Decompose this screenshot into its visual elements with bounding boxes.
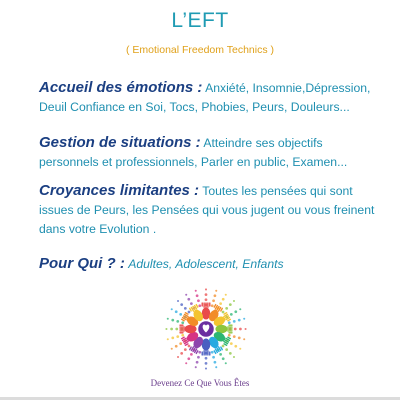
mandala-logo-icon	[163, 286, 249, 372]
mandala-dot	[214, 294, 217, 297]
mandala-dot	[225, 294, 227, 296]
mandala-dot	[184, 348, 187, 351]
mandala-dot	[190, 302, 193, 305]
section-text: Toutes les pensées qui sont issues de Peurs, les Pensées qui vous jugent ou vous freinent dans votre Evolution .	[39, 184, 375, 236]
mandala-dot	[225, 307, 228, 310]
section-accueil	[39, 78, 379, 117]
mandala-dot	[215, 290, 217, 292]
mandala-dot	[238, 337, 241, 340]
mandala-dot	[230, 313, 233, 316]
mandala-dot	[239, 328, 242, 331]
mandala-dot	[185, 362, 187, 364]
mandala-dot	[205, 357, 208, 360]
mandala-dot	[243, 318, 245, 320]
mandala-dot	[190, 353, 193, 356]
mandala-dot	[195, 290, 197, 292]
mandala-dot	[234, 328, 237, 331]
mandala-dot	[180, 352, 183, 355]
mandala-dot	[222, 345, 225, 348]
mandala-dot	[188, 345, 191, 348]
mandala-dot	[196, 361, 199, 364]
mandala-dot	[233, 356, 235, 358]
mandala-dot	[219, 353, 222, 356]
mandala-dot	[181, 334, 184, 337]
mandala-dot	[176, 320, 179, 323]
mandala-dot	[197, 356, 200, 359]
mandala-dot	[187, 357, 190, 360]
section-gestion	[39, 133, 379, 172]
mandala-dot	[179, 313, 182, 316]
mandala-dot	[198, 351, 201, 354]
mandala-dot	[219, 302, 222, 305]
page-title: L’EFT	[171, 9, 229, 32]
mandala-dot	[185, 294, 187, 296]
mandala-dot	[171, 319, 174, 322]
mandala-dot	[228, 321, 231, 324]
mandala-dot	[233, 300, 235, 302]
mandala-dot	[167, 338, 169, 340]
mandala-dot	[222, 357, 225, 360]
section-pour-qui	[39, 254, 379, 274]
section-text: Anxiété, Insomnie,Dépression, Deuil Confiance en Soi, Tocs, Phobies, Peurs, Douleurs...	[39, 81, 371, 114]
mandala-dot	[205, 288, 207, 290]
mandala-dot	[225, 348, 228, 351]
mandala-dot	[175, 328, 178, 331]
section-croyances	[39, 181, 379, 239]
mandala-dot	[175, 345, 178, 348]
logo-caption: Devenez Ce Que Vous Êtes	[150, 378, 250, 388]
mandala-dot	[171, 337, 174, 340]
page-subtitle: ( Emotional Freedom Technics )	[125, 44, 275, 56]
mandala-dot	[177, 300, 179, 302]
mandala-dot	[170, 328, 173, 331]
mandala-dot	[165, 328, 167, 330]
mandala-dot	[171, 308, 173, 310]
mandala-dot	[211, 351, 214, 354]
mandala-dot	[215, 366, 217, 368]
mandala-dot	[243, 338, 245, 340]
mandala-dot	[211, 304, 214, 307]
mandala-dot	[238, 319, 241, 322]
mandala-dot	[225, 362, 227, 364]
mandala-dot	[245, 328, 247, 330]
mandala-dot	[175, 310, 178, 313]
section-heading: Pour Qui ? :	[39, 255, 125, 272]
mandala-dot	[212, 299, 215, 302]
mandala-dot	[239, 308, 241, 310]
mandala-dot	[230, 342, 233, 345]
section-heading: Gestion de situations :	[39, 134, 201, 151]
mandala-dot	[233, 320, 236, 323]
mandala-dot	[180, 303, 183, 306]
mandala-dot	[205, 298, 208, 301]
mandala-dot	[205, 362, 208, 365]
mandala-dot	[196, 294, 199, 297]
mandala-dot	[233, 335, 236, 338]
mandala-dot	[222, 298, 225, 301]
mandala-dot	[167, 318, 169, 320]
mandala-dot	[179, 342, 182, 345]
mandala-dot	[171, 348, 173, 350]
mandala-dot	[176, 335, 179, 338]
mandala-dot	[212, 356, 215, 359]
mandala-dot	[222, 311, 225, 314]
mandala-dot	[187, 298, 190, 301]
mandala-dot	[229, 303, 232, 306]
mandala-dot	[181, 321, 184, 324]
mandala-dot	[234, 345, 237, 348]
mandala-dot	[205, 293, 208, 296]
mandala-dot	[177, 356, 179, 358]
mandala-dot	[205, 368, 207, 370]
section-text: Atteindre ses objectifs personnels et professionnels, Parler en public, Examen...	[39, 136, 348, 169]
mandala-dot	[195, 366, 197, 368]
mandala-dot	[197, 299, 200, 302]
mandala-dot	[229, 352, 232, 355]
section-text: Adultes, Adolescent, Enfants	[128, 257, 284, 271]
mandala-dot	[234, 310, 237, 313]
mandala-dot	[184, 307, 187, 310]
section-heading: Croyances limitantes :	[39, 182, 200, 199]
mandala-dot	[214, 361, 217, 364]
mandala-dot	[188, 311, 191, 314]
mandala-dot	[239, 348, 241, 350]
section-heading: Accueil des émotions :	[39, 79, 203, 96]
mandala-dot	[228, 334, 231, 337]
mandala-dot	[198, 304, 201, 307]
